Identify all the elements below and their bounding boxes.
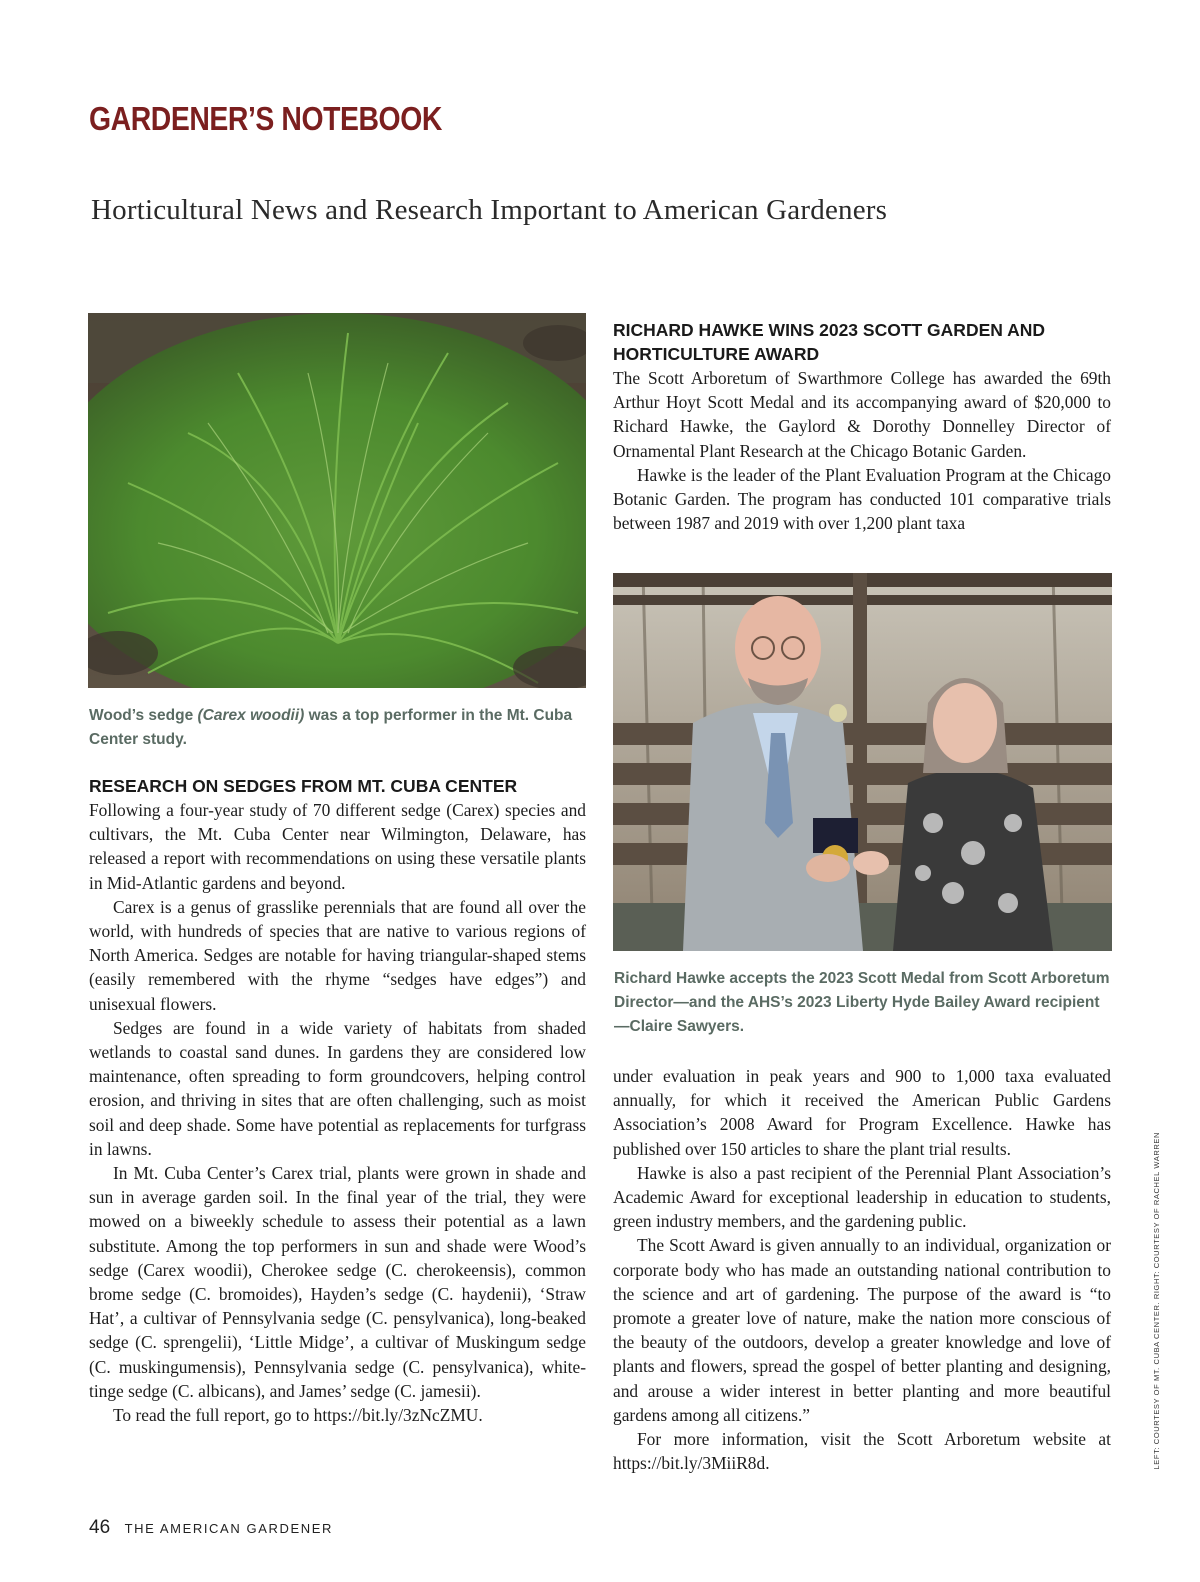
sedge-illustration bbox=[88, 313, 586, 688]
sedge-paragraph-3: Sedges are found in a wide variety of habitats from shaded wetlands to coastal sand dunes. In gardens they are considered low maintenance, often spreading to form groundcovers, helping control erosion, and thriving in sites that are often challenging, such as moist soil and deep shade. Some have potential as replacements for turfgrass in lawns. bbox=[89, 1017, 586, 1159]
page-footer bbox=[89, 1517, 333, 1539]
photo-credit: LEFT: COURTESY OF MT. CUBA CENTER. RIGHT: COURTESY OF RACHEL WARREN bbox=[1152, 1132, 1161, 1470]
hawke-paragraph-3: under evaluation in peak years and 900 to 1,000 taxa evaluated annually, for which it received the American Public Gardens Association’s 2008 Award for Program Excellence. Hawke has published over 150 articles to share the plant trial results. bbox=[613, 1066, 1111, 1159]
hawke-paragraph-6: For more information, visit the Scott Arboretum website at https://bit.ly/3MiiR8d. bbox=[613, 1429, 1111, 1474]
hawke-paragraph-1: The Scott Arboretum of Swarthmore College has awarded the 69th Arthur Hoyt Scott Medal and its accompanying award of $20,000 to Richard Hawke, the Gaylord & Dorothy Donnelley Director of Ornamental Plant Research at the Chicago Botanic Garden. bbox=[613, 368, 1111, 461]
sedge-paragraph-5: To read the full report, go to https://bit.ly/3zNcZMU. bbox=[113, 1405, 483, 1426]
sedge-caption-text-end: was a top performer in the Mt. Cuba Center study. bbox=[89, 707, 573, 748]
hawke-headline-line-2: HORTICULTURE AWARD bbox=[613, 344, 820, 364]
award-photo bbox=[613, 573, 1112, 951]
award-photo-caption: Richard Hawke accepts the 2023 Scott Medal from Scott Arboretum Director—and the AHS’s 2023 Liberty Hyde Bailey Award recipient—Claire Sawyers. bbox=[614, 970, 1110, 1035]
page-number: 46 bbox=[89, 1517, 111, 1538]
sedge-photo bbox=[88, 313, 586, 688]
section-title: GARDENER’S NOTEBOOK bbox=[89, 100, 442, 137]
award-illustration bbox=[613, 573, 1112, 951]
sedge-headline: RESEARCH ON SEDGES FROM MT. CUBA CENTER bbox=[89, 776, 518, 796]
hawke-headline-line-1: RICHARD HAWKE WINS 2023 SCOTT GARDEN AND bbox=[613, 320, 1046, 340]
publication-name: THE AMERICAN GARDENER bbox=[124, 1521, 333, 1536]
sedge-caption-text: Wood’s sedge bbox=[89, 707, 198, 724]
sedge-paragraph-1: Following a four-year study of 70 different sedge (Carex) species and cultivars, the Mt. Cuba Center near Wilmington, Delaware, has released a report with recommendations on using these versatile plants in Mid-Atlantic gardens and beyond. bbox=[89, 800, 586, 893]
hawke-paragraph-5: The Scott Award is given annually to an individual, organization or corporate body who has made an outstanding national contribution to the science and art of gardening. The purpose of the award is “to promote a greater love of nature, make the nation more conscious of the beauty of the outdoors, develop a greater knowledge and love of plants and flowers, spread the gospel of better planting and designing, and arouse a wider interest in better planting and more beautiful gardens among all citizens.” bbox=[613, 1235, 1111, 1425]
sedge-photo-caption bbox=[89, 704, 589, 752]
sedge-paragraph-2: Carex is a genus of grasslike perennials that are found all over the world, with hundreds of species that are native to various regions of North America. Sedges are notable for having triangular-shaped stems (easily remembered with the rhyme “sedges have edges”) and unisexual flowers. bbox=[89, 896, 586, 1014]
sedge-caption-species: (Carex woodii) bbox=[197, 707, 305, 724]
hawke-article-top bbox=[613, 318, 1111, 535]
hawke-paragraph-2: Hawke is the leader of the Plant Evaluation Program at the Chicago Botanic Garden. The program has conducted 101 comparative trials between 1987 and 2019 with over 1,200 plant taxa bbox=[613, 464, 1111, 534]
page-subtitle: Horticultural News and Research Important to American Gardeners bbox=[91, 194, 888, 226]
sedge-paragraph-4: In Mt. Cuba Center’s Carex trial, plants were grown in shade and sun in average garden soil. In the final year of the trial, they were mowed on a biweekly schedule to assess their potential as a lawn substitute. Among the top performers in sun and shade were Wood’s sedge (Carex woodii), Cherokee sedge (C. cherokeensis), common brome sedge (C. bromoides), Hayden’s sedge (C. haydenii), ‘Straw Hat’, a cultivar of Pennsylvania sedge (C. pensylvanica), long-beaked sedge (C. sprengelii), ‘Little Midge’, a cultivar of Muskingum sedge (C. muskingumensis), Pennsylvania sedge (C. pensylvanica), white-tinge sedge (C. albicans), and James’ sedge (C. jamesii). bbox=[89, 1163, 586, 1401]
hawke-paragraph-4: Hawke is also a past recipient of the Perennial Plant Association’s Academic Award for exceptional leadership in education to students, green industry members, and the gardening public. bbox=[613, 1162, 1111, 1232]
sedge-article bbox=[89, 774, 586, 1427]
hawke-article-bottom bbox=[613, 1064, 1111, 1475]
